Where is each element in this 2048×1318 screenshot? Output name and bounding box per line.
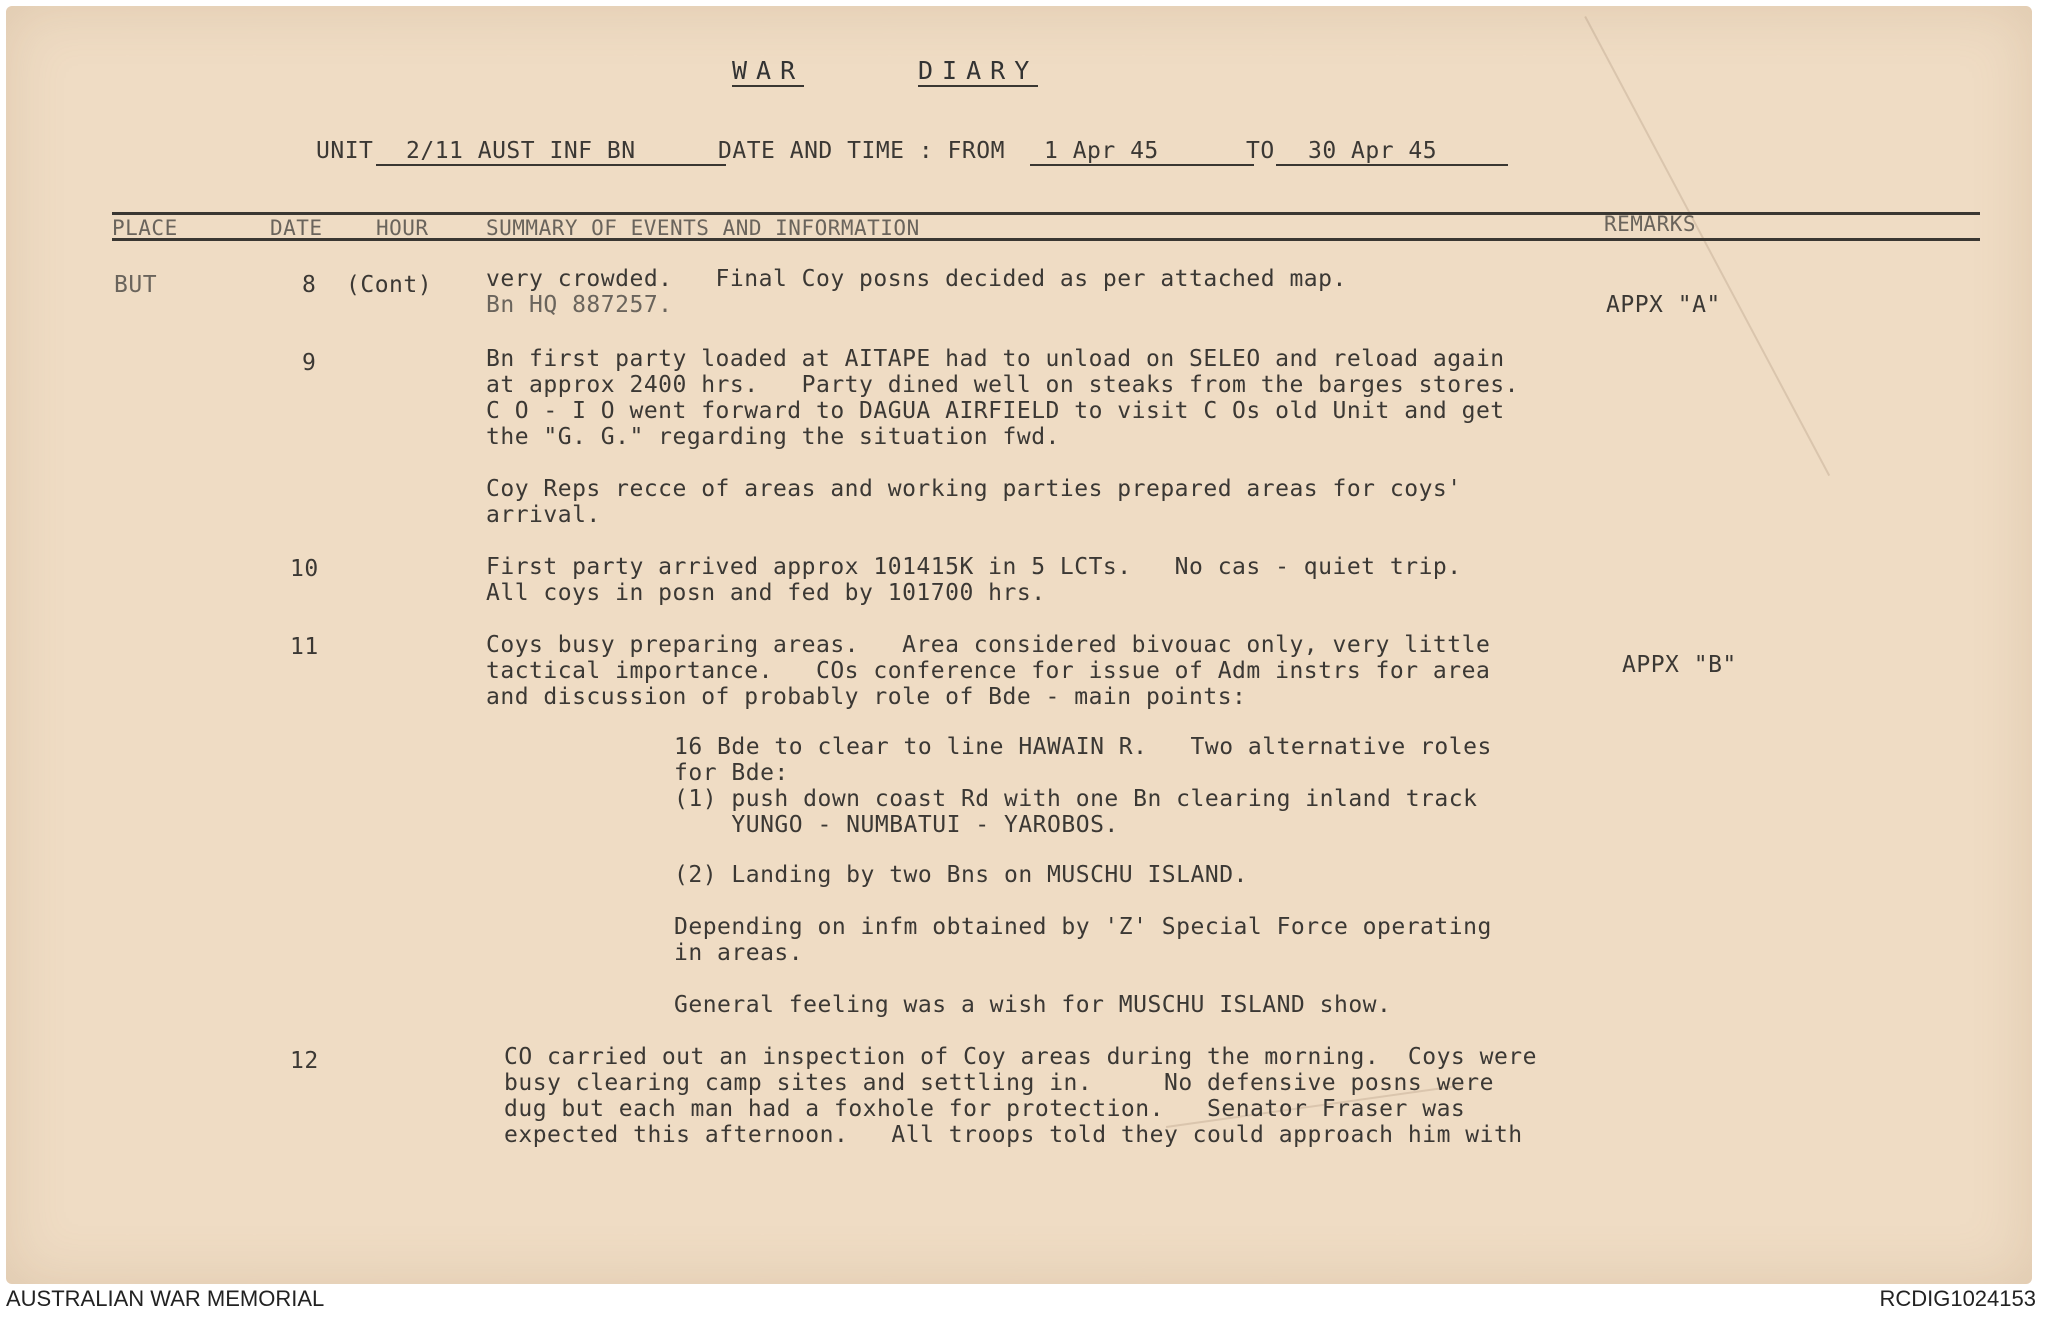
point-line-7: in areas. [674,940,804,966]
entry-9-line-4: the "G. G." regarding the situation fwd. [486,424,1060,450]
date-11: 11 [290,634,319,660]
entry-9-line-6: arrival. [486,502,601,528]
header-rule-top [112,212,1980,215]
point-line-6: Depending on infm obtained by 'Z' Special Force operating [674,914,1492,940]
entry-9-line-1: Bn first party loaded at AITAPE had to unload on SELEO and reload again [486,346,1505,372]
col-hour: HOUR [376,216,429,240]
to-label: TO [1246,138,1275,164]
point-line-8: General feeling was a wish for MUSCHU ISLAND show. [674,992,1392,1018]
entry-12-line-1: CO carried out an inspection of Coy areas during the morning. Coys were [504,1044,1537,1070]
entry-8-line-1: very crowded. Final Coy posns decided as per attached map. [486,266,1347,292]
entry-12-line-2: busy clearing camp sites and settling in. No defensive posns were [504,1070,1494,1096]
point-line-4: YUNGO - NUMBATUI - YAROBOS. [674,812,1119,838]
entry-11-line-2: tactical importance. COs conference for issue of Adm instrs for area [486,658,1491,684]
col-remarks: REMARKS [1604,212,1697,236]
date-label: DATE AND TIME : FROM [718,138,1005,164]
entry-11-line-1: Coys busy preparing areas. Area considered bivouac only, very little [486,632,1491,658]
remark-appx-a: APPX "A" [1606,292,1721,318]
to-date: 30 Apr 45 [1276,138,1508,166]
entry-8-line-2: Bn HQ 887257. [486,292,673,318]
point-line-1: 16 Bde to clear to line HAWAIN R. Two alternative roles [674,734,1492,760]
unit-label: UNIT [316,138,374,164]
point-line-5: (2) Landing by two Bns on MUSCHU ISLAND. [674,862,1248,888]
point-line-3: (1) push down coast Rd with one Bn clearing inland track [674,786,1478,812]
date-9: 9 [302,350,317,376]
entry-10-line-1: First party arrived approx 101415K in 5 LCTs. No cas - quiet trip. [486,554,1462,580]
entry-9-line-3: C O - I O went forward to DAGUA AIRFIELD to visit C Os old Unit and get [486,398,1505,424]
col-date: DATE [270,216,323,240]
title-diary: DIARY [918,56,1039,85]
entry-9-line-5: Coy Reps recce of areas and working parties prepared areas for coys' [486,476,1462,502]
entry-12-line-3: dug but each man had a foxhole for protection. Senator Fraser was [504,1096,1466,1122]
entry-9-line-2: at approx 2400 hrs. Party dined well on steaks from the barges stores. [486,372,1519,398]
footer-source: AUSTRALIAN WAR MEMORIAL [6,1286,325,1311]
date-10: 10 [290,556,319,582]
entry-10-line-2: All coys in posn and fed by 101700 hrs. [486,580,1046,606]
hour-cont: (Cont) [346,272,433,298]
date-8: 8 [302,272,317,298]
place-but: BUT [114,272,158,298]
col-place: PLACE [112,216,178,240]
entry-12-line-4: expected this afternoon. All troops told they could approach him with [504,1122,1523,1148]
footer-catalog-id: RCDIG1024153 [1879,1286,2036,1311]
remark-appx-b: APPX "B" [1622,652,1737,678]
point-line-2: for Bde: [674,760,789,786]
col-summary: SUMMARY OF EVENTS AND INFORMATION [486,216,920,240]
from-date: 1 Apr 45 [1030,138,1254,166]
date-12: 12 [290,1048,319,1074]
title-war: WAR [732,56,805,85]
entry-11-line-3: and discussion of probably role of Bde - main points: [486,684,1247,710]
unit-value: 2/11 AUST INF BN [376,138,726,166]
